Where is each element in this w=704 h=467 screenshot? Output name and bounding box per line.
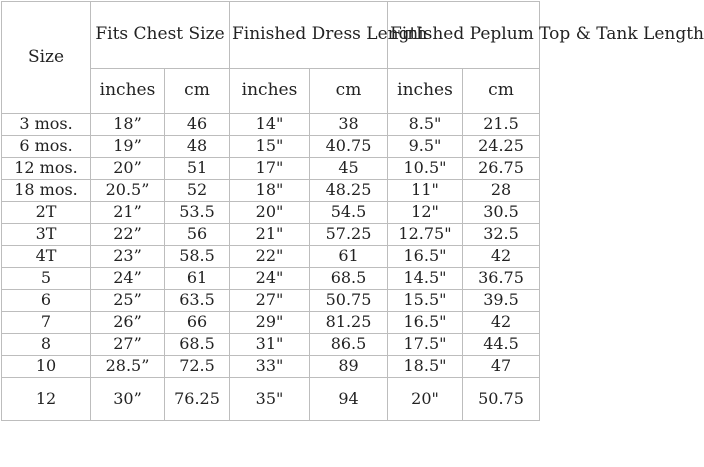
measurement-cell: 52 <box>165 180 230 202</box>
measurement-cell: 61 <box>165 268 230 290</box>
measurement-cell: 24” <box>91 268 165 290</box>
measurement-cell: 94 <box>310 378 388 421</box>
measurement-cell: 15.5" <box>388 290 463 312</box>
measurement-cell: 50.75 <box>310 290 388 312</box>
measurement-cell: 27" <box>230 290 310 312</box>
measurement-cell: 42 <box>463 312 540 334</box>
chest-group-header: Fits Chest Size <box>91 2 230 69</box>
unit-header: inches <box>230 69 310 114</box>
measurement-cell: 18” <box>91 114 165 136</box>
unit-header: cm <box>165 69 230 114</box>
measurement-cell: 45 <box>310 158 388 180</box>
measurement-cell: 35" <box>230 378 310 421</box>
measurement-cell: 66 <box>165 312 230 334</box>
table-row <box>2 180 540 202</box>
unit-header: cm <box>310 69 388 114</box>
unit-header: cm <box>463 69 540 114</box>
table-row <box>2 158 540 180</box>
measurement-cell: 36.75 <box>463 268 540 290</box>
measurement-cell: 20" <box>230 202 310 224</box>
size-cell: 7 <box>2 312 91 334</box>
measurement-cell: 33" <box>230 356 310 378</box>
measurement-cell: 27” <box>91 334 165 356</box>
measurement-cell: 12.75" <box>388 224 463 246</box>
measurement-cell: 54.5 <box>310 202 388 224</box>
table-row <box>2 202 540 224</box>
size-cell: 18 mos. <box>2 180 91 202</box>
size-cell: 2T <box>2 202 91 224</box>
measurement-cell: 86.5 <box>310 334 388 356</box>
measurement-cell: 72.5 <box>165 356 230 378</box>
measurement-cell: 29" <box>230 312 310 334</box>
size-cell: 12 <box>2 378 91 421</box>
measurement-cell: 44.5 <box>463 334 540 356</box>
measurement-cell: 38 <box>310 114 388 136</box>
measurement-cell: 18" <box>230 180 310 202</box>
measurement-cell: 10.5" <box>388 158 463 180</box>
table-row <box>2 114 540 136</box>
measurement-cell: 22" <box>230 246 310 268</box>
dress-length-group-header: Finished Dress Length <box>230 2 388 69</box>
table-row <box>2 268 540 290</box>
measurement-cell: 14.5" <box>388 268 463 290</box>
measurement-cell: 76.25 <box>165 378 230 421</box>
size-cell: 3T <box>2 224 91 246</box>
size-cell: 6 <box>2 290 91 312</box>
measurement-cell: 68.5 <box>165 334 230 356</box>
measurement-cell: 24.25 <box>463 136 540 158</box>
measurement-cell: 89 <box>310 356 388 378</box>
measurement-cell: 40.75 <box>310 136 388 158</box>
unit-header: inches <box>91 69 165 114</box>
measurement-cell: 12" <box>388 202 463 224</box>
measurement-cell: 17.5" <box>388 334 463 356</box>
measurement-cell: 63.5 <box>165 290 230 312</box>
table-row <box>2 378 540 421</box>
measurement-cell: 15" <box>230 136 310 158</box>
size-cell: 10 <box>2 356 91 378</box>
measurement-cell: 16.5" <box>388 312 463 334</box>
measurement-cell: 39.5 <box>463 290 540 312</box>
table-row <box>2 290 540 312</box>
measurement-cell: 26” <box>91 312 165 334</box>
unit-header: inches <box>388 69 463 114</box>
measurement-cell: 48.25 <box>310 180 388 202</box>
measurement-cell: 50.75 <box>463 378 540 421</box>
measurement-cell: 32.5 <box>463 224 540 246</box>
measurement-cell: 30” <box>91 378 165 421</box>
measurement-cell: 11" <box>388 180 463 202</box>
measurement-cell: 19” <box>91 136 165 158</box>
measurement-cell: 26.75 <box>463 158 540 180</box>
table-row <box>2 246 540 268</box>
table-row <box>2 136 540 158</box>
measurement-cell: 20.5” <box>91 180 165 202</box>
measurement-cell: 42 <box>463 246 540 268</box>
measurement-cell: 53.5 <box>165 202 230 224</box>
size-chart-table <box>1 1 704 421</box>
measurement-cell: 16.5" <box>388 246 463 268</box>
measurement-cell: 20" <box>388 378 463 421</box>
size-cell: 4T <box>2 246 91 268</box>
measurement-cell: 57.25 <box>310 224 388 246</box>
measurement-cell: 24" <box>230 268 310 290</box>
table-row <box>2 224 540 246</box>
measurement-cell: 21” <box>91 202 165 224</box>
measurement-cell: 23” <box>91 246 165 268</box>
measurement-cell: 9.5" <box>388 136 463 158</box>
measurement-cell: 8.5" <box>388 114 463 136</box>
measurement-cell: 25” <box>91 290 165 312</box>
measurement-cell: 56 <box>165 224 230 246</box>
table-row <box>2 312 540 334</box>
measurement-cell: 21.5 <box>463 114 540 136</box>
size-cell: 8 <box>2 334 91 356</box>
group-header-row <box>2 2 540 69</box>
measurement-cell: 68.5 <box>310 268 388 290</box>
measurement-cell: 28 <box>463 180 540 202</box>
measurement-cell: 51 <box>165 158 230 180</box>
size-column-header: Size <box>2 2 91 114</box>
measurement-cell: 47 <box>463 356 540 378</box>
measurement-cell: 22” <box>91 224 165 246</box>
measurement-cell: 61 <box>310 246 388 268</box>
size-chart-body <box>2 114 540 421</box>
measurement-cell: 21" <box>230 224 310 246</box>
measurement-cell: 20” <box>91 158 165 180</box>
measurement-cell: 28.5” <box>91 356 165 378</box>
peplum-length-group-header: Finished Peplum Top & Tank Length <box>388 2 540 69</box>
size-cell: 5 <box>2 268 91 290</box>
measurement-cell: 18.5" <box>388 356 463 378</box>
measurement-cell: 48 <box>165 136 230 158</box>
measurement-cell: 17" <box>230 158 310 180</box>
measurement-cell: 30.5 <box>463 202 540 224</box>
table-row <box>2 356 540 378</box>
size-cell: 6 mos. <box>2 136 91 158</box>
measurement-cell: 31" <box>230 334 310 356</box>
measurement-cell: 81.25 <box>310 312 388 334</box>
size-cell: 12 mos. <box>2 158 91 180</box>
measurement-cell: 46 <box>165 114 230 136</box>
measurement-cell: 14" <box>230 114 310 136</box>
measurement-cell: 58.5 <box>165 246 230 268</box>
table-row <box>2 334 540 356</box>
size-cell: 3 mos. <box>2 114 91 136</box>
